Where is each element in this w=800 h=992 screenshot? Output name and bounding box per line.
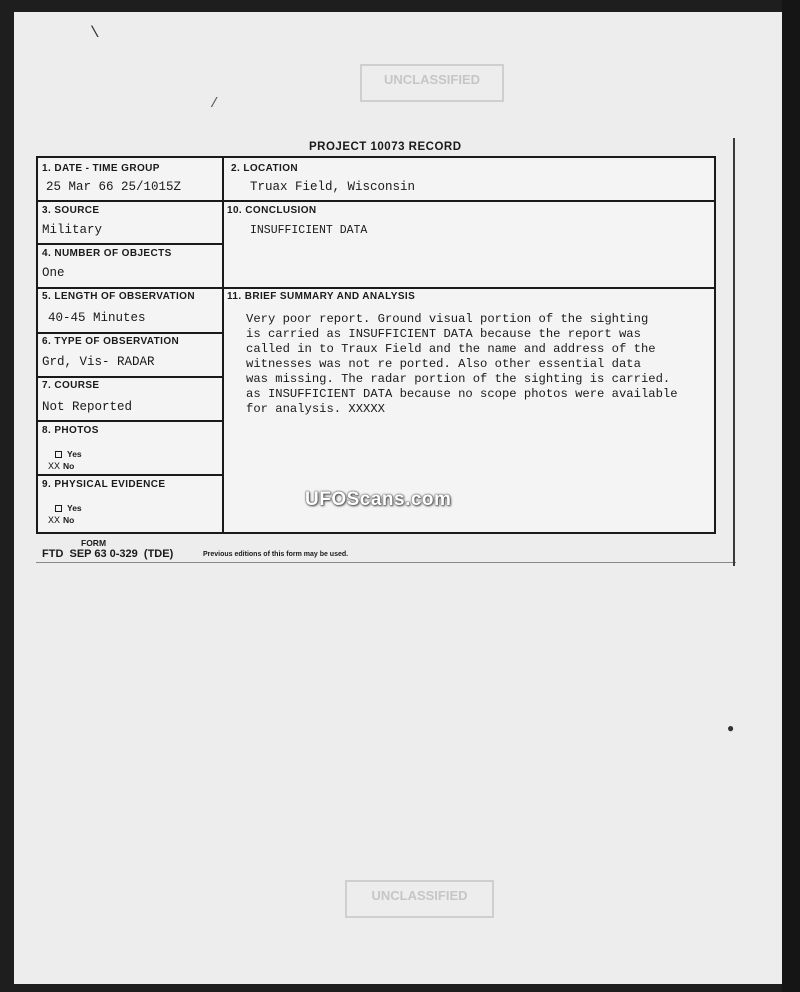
form-note: Previous editions of this form may be used. — [203, 551, 349, 558]
physical-evidence-no-option — [48, 515, 74, 527]
physical-evidence-yes-label: Yes — [67, 503, 82, 513]
row-divider-5 — [38, 376, 222, 378]
scan-speck-3: ● — [727, 722, 735, 736]
number-of-objects-label: 4. NUMBER OF OBJECTS — [42, 248, 172, 259]
summary-line: Very poor report. Ground visual portion of the sighting — [246, 312, 649, 326]
scan-speck-2: / — [210, 96, 219, 112]
page-title: PROJECT 10073 RECORD — [309, 141, 462, 153]
location-value: Truax Field, Wisconsin — [250, 180, 416, 194]
row-divider-2 — [38, 243, 222, 245]
bleed-stamp-bottom: UNCLASSIFIED — [345, 880, 494, 918]
conclusion-label: 10. CONCLUSION — [227, 205, 317, 216]
row-divider-4 — [38, 332, 222, 334]
physical-evidence-yes-option — [55, 503, 82, 513]
bleed-stamp-top: UNCLASSIFIED — [360, 64, 504, 102]
source-value: Military — [42, 223, 103, 237]
physical-evidence-no-label: No — [63, 515, 75, 525]
row-divider-6 — [38, 420, 222, 422]
conclusion-value: INSUFFICIENT DATA — [250, 224, 368, 237]
course-label: 7. COURSE — [42, 380, 100, 391]
photos-no-label: No — [63, 461, 75, 471]
photos-no-option — [48, 461, 74, 473]
photos-yes-option — [55, 449, 82, 459]
scan-shadow-line — [733, 138, 735, 566]
date-time-label: 1. DATE - TIME GROUP — [42, 163, 160, 174]
course-value: Not Reported — [42, 400, 133, 414]
summary-line: for analysis. XXXXX — [246, 402, 385, 416]
physical-evidence-yes-checkbox — [55, 505, 62, 512]
photos-yes-checkbox — [55, 451, 62, 458]
photos-no-mark: XX — [48, 462, 61, 473]
summary-label: 11. BRIEF SUMMARY AND ANALYSIS — [227, 291, 416, 302]
form-id: FTD SEP 63 0-329 (TDE) — [42, 548, 174, 560]
physical-evidence-label: 9. PHYSICAL EVIDENCE — [42, 479, 166, 490]
summary-line: witnesses was not re ported. Also other essential data — [246, 357, 641, 371]
type-of-observation-value: Grd, Vis- RADAR — [42, 355, 155, 369]
physical-evidence-no-mark: XX — [48, 516, 61, 527]
location-label: 2. LOCATION — [231, 163, 298, 174]
scan-edge — [782, 0, 800, 992]
row-divider-1 — [38, 200, 714, 202]
photos-label: 8. PHOTOS — [42, 425, 99, 436]
summary-line: is carried as INSUFFICIENT DATA because the report was — [246, 327, 641, 341]
footer-rule — [36, 562, 736, 563]
row-divider-7 — [38, 474, 222, 476]
length-of-observation-label: 5. LENGTH OF OBSERVATION — [42, 291, 195, 302]
length-of-observation-value: 40-45 Minutes — [48, 311, 146, 325]
scan-speck: \ — [90, 24, 100, 42]
watermark: UFOScans.com — [305, 489, 452, 510]
number-of-objects-value: One — [42, 266, 65, 280]
summary-text — [246, 312, 706, 417]
summary-line: called in to Traux Field and the name and address of the — [246, 342, 656, 356]
type-of-observation-label: 6. TYPE OF OBSERVATION — [42, 336, 180, 347]
source-label: 3. SOURCE — [42, 205, 100, 216]
form-label: FORM — [81, 538, 107, 548]
row-divider-3 — [38, 287, 714, 289]
summary-line: as INSUFFICIENT DATA because no scope photos were available — [246, 387, 678, 401]
column-divider — [222, 158, 224, 532]
summary-line: was missing. The radar portion of the sighting is carried. — [246, 372, 671, 386]
photos-yes-label: Yes — [67, 449, 82, 459]
date-time-value: 25 Mar 66 25/1015Z — [46, 180, 182, 194]
